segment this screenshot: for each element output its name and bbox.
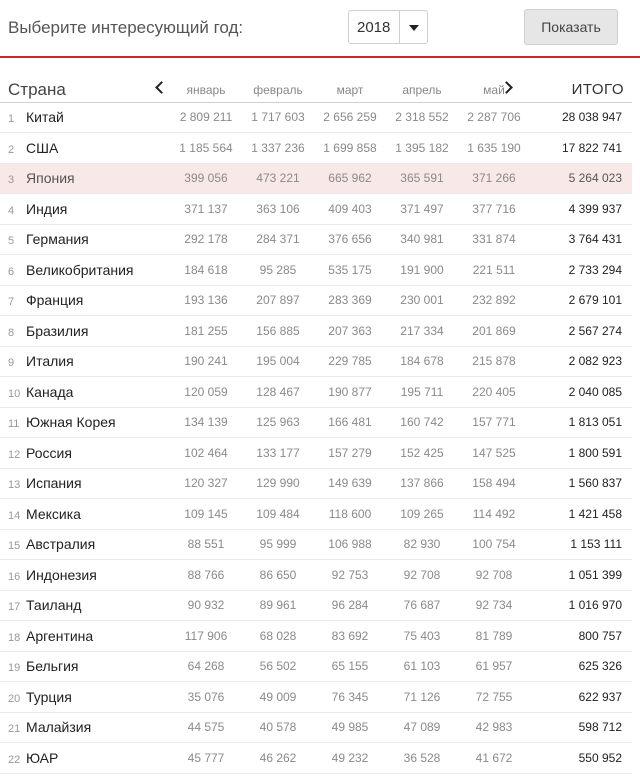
year-select[interactable]	[348, 10, 428, 44]
month-value-cell: 2 656 259	[314, 102, 386, 133]
country-cell	[0, 194, 170, 225]
month-value-cell: 49 009	[242, 682, 314, 713]
rank-number: 4	[8, 204, 15, 217]
month-value-cell: 184 678	[386, 346, 458, 377]
country-cell	[0, 651, 170, 682]
month-value-cell: 88 766	[170, 560, 242, 591]
country-cell	[0, 438, 170, 469]
country-name: Индонезия	[26, 566, 97, 583]
year-filter-bar	[0, 0, 640, 58]
country-cell	[0, 377, 170, 408]
month-value-cell: 191 900	[386, 255, 458, 286]
month-value-cell: 72 755	[458, 682, 530, 713]
month-value-cell: 157 771	[458, 407, 530, 438]
rank-number: 2	[8, 143, 15, 156]
month-value-cell: 230 001	[386, 285, 458, 316]
total-cell: 2 567 274	[530, 316, 632, 347]
month-value-cell: 215 878	[458, 346, 530, 377]
rank-number: 1	[8, 113, 15, 126]
month-value-cell: 35 076	[170, 682, 242, 713]
month-value-cell: 82 930	[386, 529, 458, 560]
table-body	[0, 102, 632, 773]
month-value-cell: 195 004	[242, 346, 314, 377]
country-name: Китай	[26, 109, 64, 126]
month-value-cell: 1 635 190	[458, 133, 530, 164]
country-name: Япония	[26, 170, 75, 187]
table-row	[0, 651, 632, 682]
country-cell	[0, 560, 170, 591]
chevron-left-icon[interactable]	[155, 81, 168, 94]
table-row	[0, 712, 632, 743]
month-value-cell: 195 711	[386, 377, 458, 408]
month-value-cell: 160 742	[386, 407, 458, 438]
month-value-cell: 61 957	[458, 651, 530, 682]
total-cell: 550 952	[530, 743, 632, 774]
total-cell: 2 082 923	[530, 346, 632, 377]
month-value-cell: 42 983	[458, 712, 530, 743]
total-cell: 1 560 837	[530, 468, 632, 499]
month-value-cell: 1 699 858	[314, 133, 386, 164]
month-value-cell: 100 754	[458, 529, 530, 560]
month-value-cell: 96 284	[314, 590, 386, 621]
month-value-cell: 365 591	[386, 163, 458, 194]
total-cell: 1 153 111	[530, 529, 632, 560]
table-row	[0, 499, 632, 530]
month-value-cell: 120 059	[170, 377, 242, 408]
country-name: Южная Корея	[26, 414, 116, 431]
month-value-cell: 149 639	[314, 468, 386, 499]
month-value-cell: 363 106	[242, 194, 314, 225]
country-name: Таиланд	[26, 597, 82, 614]
month-value-cell: 665 962	[314, 163, 386, 194]
month-column-header: январь	[170, 78, 242, 102]
month-value-cell: 232 892	[458, 285, 530, 316]
month-value-cell: 128 467	[242, 377, 314, 408]
table-row	[0, 682, 632, 713]
month-value-cell: 118 600	[314, 499, 386, 530]
total-cell: 800 757	[530, 621, 632, 652]
total-cell: 3 764 431	[530, 224, 632, 255]
month-value-cell: 64 268	[170, 651, 242, 682]
month-value-cell: 340 981	[386, 224, 458, 255]
country-name: Австралия	[26, 536, 96, 553]
month-value-cell: 193 136	[170, 285, 242, 316]
month-value-cell: 409 403	[314, 194, 386, 225]
country-cell	[0, 346, 170, 377]
table-row	[0, 560, 632, 591]
month-value-cell: 65 155	[314, 651, 386, 682]
month-value-cell: 399 056	[170, 163, 242, 194]
country-name: Германия	[26, 231, 89, 248]
total-cell: 1 800 591	[530, 438, 632, 469]
total-cell: 622 937	[530, 682, 632, 713]
month-value-cell: 2 318 552	[386, 102, 458, 133]
country-name: Россия	[26, 444, 72, 461]
table-row	[0, 529, 632, 560]
month-value-cell: 129 990	[242, 468, 314, 499]
month-value-cell: 331 874	[458, 224, 530, 255]
total-cell: 4 399 937	[530, 194, 632, 225]
total-cell: 17 822 741	[530, 133, 632, 164]
show-button[interactable]: Показать	[524, 9, 618, 45]
month-value-cell: 71 126	[386, 682, 458, 713]
total-cell: 598 712	[530, 712, 632, 743]
country-cell	[0, 163, 170, 194]
country-name: Канада	[26, 383, 74, 400]
month-value-cell: 283 369	[314, 285, 386, 316]
month-value-cell: 44 575	[170, 712, 242, 743]
table-row	[0, 346, 632, 377]
country-name: Италия	[26, 353, 74, 370]
table-row	[0, 255, 632, 286]
month-value-cell: 46 262	[242, 743, 314, 774]
total-column-header	[530, 78, 632, 102]
month-value-cell: 109 484	[242, 499, 314, 530]
month-value-cell: 61 103	[386, 651, 458, 682]
month-value-cell: 109 265	[386, 499, 458, 530]
rank-number: 22	[8, 753, 21, 766]
month-value-cell: 134 139	[170, 407, 242, 438]
year-select-value: 2018	[357, 19, 391, 36]
rank-number: 6	[8, 265, 15, 278]
country-cell	[0, 133, 170, 164]
month-value-cell: 81 789	[458, 621, 530, 652]
month-value-cell: 2 287 706	[458, 102, 530, 133]
month-value-cell: 120 327	[170, 468, 242, 499]
rank-number: 19	[8, 662, 21, 675]
country-name: Франция	[26, 292, 84, 309]
rank-number: 15	[8, 540, 21, 553]
table-row	[0, 438, 632, 469]
country-cell	[0, 285, 170, 316]
month-value-cell: 2 809 211	[170, 102, 242, 133]
country-cell	[0, 102, 170, 133]
month-value-cell: 190 877	[314, 377, 386, 408]
table-row	[0, 590, 632, 621]
month-value-cell: 221 511	[458, 255, 530, 286]
rank-number: 18	[8, 631, 21, 644]
month-value-cell: 89 961	[242, 590, 314, 621]
total-cell: 1 051 399	[530, 560, 632, 591]
month-value-cell: 207 363	[314, 316, 386, 347]
month-value-cell: 220 405	[458, 377, 530, 408]
month-value-cell: 49 232	[314, 743, 386, 774]
month-value-cell: 92 708	[458, 560, 530, 591]
month-value-cell: 166 481	[314, 407, 386, 438]
table-row	[0, 621, 632, 652]
month-value-cell: 49 985	[314, 712, 386, 743]
month-value-cell: 109 145	[170, 499, 242, 530]
month-value-cell: 1 395 182	[386, 133, 458, 164]
rank-number: 7	[8, 296, 15, 309]
month-value-cell: 68 028	[242, 621, 314, 652]
rank-number: 8	[8, 326, 15, 339]
month-value-cell: 371 497	[386, 194, 458, 225]
month-value-cell: 156 885	[242, 316, 314, 347]
table-row	[0, 224, 632, 255]
rank-number: 12	[8, 448, 21, 461]
month-column-header: май	[458, 78, 530, 102]
rank-number: 14	[8, 509, 21, 522]
month-column-header: март	[314, 78, 386, 102]
country-name: Испания	[26, 475, 82, 492]
country-cell	[0, 468, 170, 499]
country-name: Малайзия	[26, 719, 92, 736]
total-cell: 2 040 085	[530, 377, 632, 408]
month-value-cell: 90 932	[170, 590, 242, 621]
rank-number: 3	[8, 174, 15, 187]
country-header-label: Страна	[8, 79, 66, 99]
country-cell	[0, 621, 170, 652]
month-value-cell: 92 708	[386, 560, 458, 591]
country-cell	[0, 712, 170, 743]
month-value-cell: 92 753	[314, 560, 386, 591]
month-value-cell: 181 255	[170, 316, 242, 347]
rank-number: 11	[8, 418, 20, 431]
country-cell	[0, 682, 170, 713]
country-cell	[0, 255, 170, 286]
total-cell: 2 679 101	[530, 285, 632, 316]
country-column-header	[0, 78, 170, 102]
month-value-cell: 56 502	[242, 651, 314, 682]
month-value-cell: 88 551	[170, 529, 242, 560]
month-value-cell: 1 337 236	[242, 133, 314, 164]
total-cell: 5 264 023	[530, 163, 632, 194]
country-name: Великобритания	[26, 261, 134, 278]
table-header-row	[0, 78, 632, 102]
month-value-cell: 201 869	[458, 316, 530, 347]
month-value-cell: 229 785	[314, 346, 386, 377]
country-name: Бельгия	[26, 658, 79, 675]
month-value-cell: 377 716	[458, 194, 530, 225]
country-cell	[0, 590, 170, 621]
month-value-cell: 102 464	[170, 438, 242, 469]
month-value-cell: 76 687	[386, 590, 458, 621]
country-name: США	[26, 139, 59, 156]
month-column-header: апрель	[386, 78, 458, 102]
table-row	[0, 468, 632, 499]
month-value-cell: 376 656	[314, 224, 386, 255]
table-row	[0, 407, 632, 438]
month-value-cell: 158 494	[458, 468, 530, 499]
table-row	[0, 163, 632, 194]
country-name: Турция	[26, 688, 72, 705]
rank-number: 16	[8, 570, 21, 583]
month-value-cell: 184 618	[170, 255, 242, 286]
month-value-cell: 207 897	[242, 285, 314, 316]
month-value-cell: 125 963	[242, 407, 314, 438]
month-value-cell: 473 221	[242, 163, 314, 194]
rank-number: 13	[8, 479, 21, 492]
total-cell: 1 016 970	[530, 590, 632, 621]
month-value-cell: 75 403	[386, 621, 458, 652]
total-header-label: ИТОГО	[571, 81, 624, 99]
table-row	[0, 102, 632, 133]
month-value-cell: 133 177	[242, 438, 314, 469]
rank-number: 20	[8, 692, 21, 705]
table-row	[0, 285, 632, 316]
rank-number: 5	[8, 235, 15, 248]
month-value-cell: 1 717 603	[242, 102, 314, 133]
import-stats-table	[0, 78, 632, 774]
country-cell	[0, 407, 170, 438]
country-cell	[0, 743, 170, 774]
month-value-cell: 152 425	[386, 438, 458, 469]
table-row	[0, 133, 632, 164]
country-cell	[0, 224, 170, 255]
total-cell: 1 813 051	[530, 407, 632, 438]
rank-number: 10	[8, 387, 21, 400]
country-name: Аргентина	[26, 627, 94, 644]
month-value-cell: 86 650	[242, 560, 314, 591]
country-cell	[0, 316, 170, 347]
month-value-cell: 83 692	[314, 621, 386, 652]
month-value-cell: 45 777	[170, 743, 242, 774]
year-select-divider	[399, 11, 400, 43]
total-cell: 28 038 947	[530, 102, 632, 133]
month-value-cell: 137 866	[386, 468, 458, 499]
rank-number: 9	[8, 357, 15, 370]
country-cell	[0, 499, 170, 530]
table-row	[0, 194, 632, 225]
month-value-cell: 106 988	[314, 529, 386, 560]
month-value-cell: 217 334	[386, 316, 458, 347]
rank-number: 17	[8, 601, 21, 614]
month-value-cell: 190 241	[170, 346, 242, 377]
month-value-cell: 371 266	[458, 163, 530, 194]
month-value-cell: 92 734	[458, 590, 530, 621]
month-value-cell: 40 578	[242, 712, 314, 743]
month-value-cell: 76 345	[314, 682, 386, 713]
month-value-cell: 47 089	[386, 712, 458, 743]
total-cell: 1 421 458	[530, 499, 632, 530]
caret-down-icon[interactable]	[409, 25, 419, 31]
month-value-cell: 157 279	[314, 438, 386, 469]
month-value-cell: 147 525	[458, 438, 530, 469]
total-cell: 625 326	[530, 651, 632, 682]
country-name: ЮАР	[26, 749, 59, 766]
month-value-cell: 292 178	[170, 224, 242, 255]
table-row	[0, 743, 632, 774]
month-value-cell: 117 906	[170, 621, 242, 652]
country-name: Бразилия	[26, 322, 89, 339]
rank-number: 21	[8, 723, 21, 736]
month-value-cell: 36 528	[386, 743, 458, 774]
month-value-cell: 95 999	[242, 529, 314, 560]
total-cell: 2 733 294	[530, 255, 632, 286]
month-value-cell: 1 185 564	[170, 133, 242, 164]
year-prompt-label: Выберите интересующий год:	[8, 18, 244, 37]
month-column-header: февраль	[242, 78, 314, 102]
country-name: Индия	[26, 200, 68, 217]
month-value-cell: 535 175	[314, 255, 386, 286]
month-value-cell: 95 285	[242, 255, 314, 286]
month-value-cell: 41 672	[458, 743, 530, 774]
country-name: Мексика	[26, 505, 81, 522]
country-cell	[0, 529, 170, 560]
table-row	[0, 316, 632, 347]
month-value-cell: 284 371	[242, 224, 314, 255]
table-row	[0, 377, 632, 408]
month-value-cell: 114 492	[458, 499, 530, 530]
month-value-cell: 371 137	[170, 194, 242, 225]
